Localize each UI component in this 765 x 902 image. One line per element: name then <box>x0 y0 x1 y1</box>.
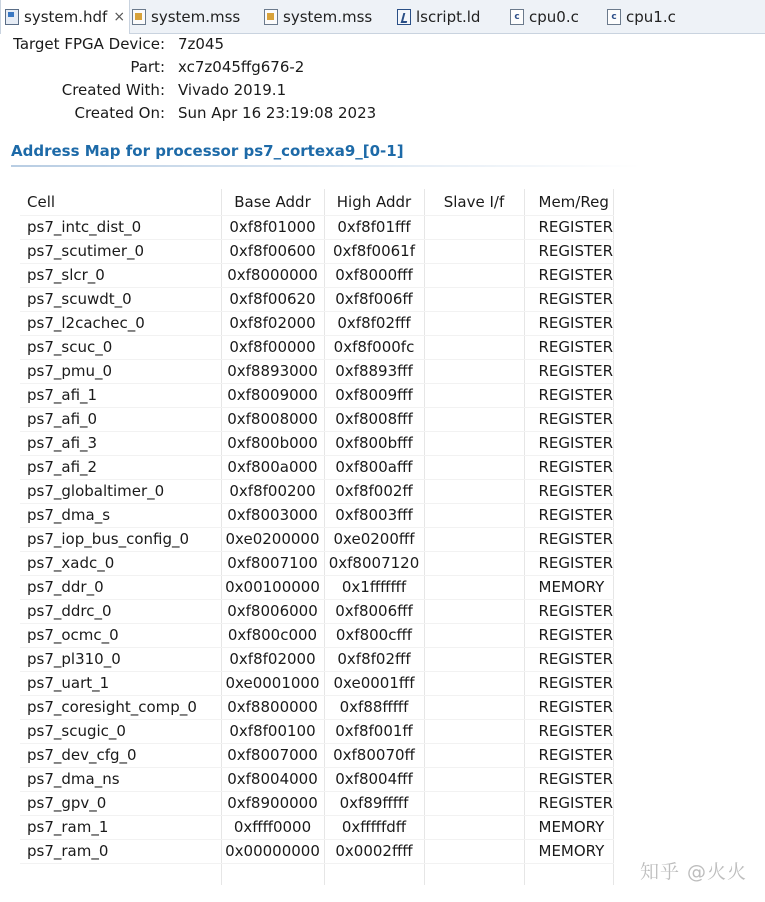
slave-if <box>424 695 524 719</box>
table-row <box>20 431 614 455</box>
column-header-base-addr: Base Addr <box>221 189 324 215</box>
table-row <box>20 407 614 431</box>
high-addr: 0xfffffdff <box>324 815 424 839</box>
column-header-slave-if: Slave I/f <box>424 189 524 215</box>
table-row <box>20 767 614 791</box>
slave-if <box>424 311 524 335</box>
info-row-created-on <box>0 102 400 125</box>
created-on-value: Sun Apr 16 23:19:08 2023 <box>178 104 377 122</box>
slave-if <box>424 791 524 815</box>
table-row <box>20 647 614 671</box>
table-row <box>20 335 614 359</box>
empty-cell <box>424 863 524 885</box>
high-addr: 0xf8008fff <box>324 407 424 431</box>
slave-if <box>424 599 524 623</box>
base-addr: 0xf800a000 <box>221 455 324 479</box>
mem-reg: REGISTER <box>524 767 614 791</box>
cell-name: ps7_ram_0 <box>20 839 221 863</box>
high-addr: 0xf8009fff <box>324 383 424 407</box>
info-row-target <box>0 33 400 56</box>
mem-reg: REGISTER <box>524 359 614 383</box>
slave-if <box>424 431 524 455</box>
base-addr: 0x00100000 <box>221 575 324 599</box>
table-row <box>20 311 614 335</box>
high-addr: 0xf8006fff <box>324 599 424 623</box>
c-file-icon: c <box>510 9 524 25</box>
slave-if <box>424 671 524 695</box>
cell-name: ps7_gpv_0 <box>20 791 221 815</box>
table-row <box>20 479 614 503</box>
empty-cell <box>324 863 424 885</box>
editor-tab-bar <box>0 0 765 34</box>
mem-reg: REGISTER <box>524 743 614 767</box>
base-addr: 0xf800b000 <box>221 431 324 455</box>
tab-system-mss-1[interactable] <box>132 0 240 33</box>
base-addr: 0xf8900000 <box>221 791 324 815</box>
slave-if <box>424 263 524 287</box>
watermark: 知乎 @火火 <box>639 861 747 883</box>
part-value: xc7z045ffg676-2 <box>178 58 305 76</box>
base-addr: 0xf8893000 <box>221 359 324 383</box>
cell-name: ps7_ddrc_0 <box>20 599 221 623</box>
cell-name: ps7_globaltimer_0 <box>20 479 221 503</box>
created-on-label: Created On: <box>74 104 165 122</box>
table-row <box>20 287 614 311</box>
base-addr: 0xf8008000 <box>221 407 324 431</box>
mem-reg: MEMORY <box>524 575 614 599</box>
cell-name: ps7_uart_1 <box>20 671 221 695</box>
table-row <box>20 575 614 599</box>
cell-name: ps7_l2cachec_0 <box>20 311 221 335</box>
mem-reg: REGISTER <box>524 527 614 551</box>
table-row <box>20 815 614 839</box>
high-addr: 0xf89fffff <box>324 791 424 815</box>
slave-if <box>424 215 524 239</box>
high-addr: 0xf8000fff <box>324 263 424 287</box>
empty-cell <box>221 863 324 885</box>
tab-label: system.mss <box>283 7 373 26</box>
base-addr: 0x00000000 <box>221 839 324 863</box>
base-addr: 0xf8800000 <box>221 695 324 719</box>
table-row <box>20 599 614 623</box>
cell-name: ps7_scuc_0 <box>20 335 221 359</box>
mem-reg: REGISTER <box>524 791 614 815</box>
mem-reg: REGISTER <box>524 287 614 311</box>
cell-name: ps7_scutimer_0 <box>20 239 221 263</box>
base-addr: 0xf800c000 <box>221 623 324 647</box>
base-addr: 0xf8f00600 <box>221 239 324 263</box>
base-addr: 0xf8f01000 <box>221 215 324 239</box>
mem-reg: MEMORY <box>524 839 614 863</box>
base-addr: 0xf8f00620 <box>221 287 324 311</box>
slave-if <box>424 839 524 863</box>
slave-if <box>424 335 524 359</box>
table-row <box>20 503 614 527</box>
tab-system-hdf[interactable] <box>0 0 130 34</box>
high-addr: 0xe0200fff <box>324 527 424 551</box>
table-row <box>20 791 614 815</box>
slave-if <box>424 719 524 743</box>
high-addr: 0xf8f002ff <box>324 479 424 503</box>
tab-system-mss-2[interactable] <box>264 0 372 33</box>
cell-name: ps7_afi_1 <box>20 383 221 407</box>
table-row <box>20 719 614 743</box>
slave-if <box>424 239 524 263</box>
slave-if <box>424 551 524 575</box>
base-addr: 0xffff0000 <box>221 815 324 839</box>
base-addr: 0xe0001000 <box>221 671 324 695</box>
cell-name: ps7_slcr_0 <box>20 263 221 287</box>
mem-reg: REGISTER <box>524 719 614 743</box>
mem-reg: REGISTER <box>524 479 614 503</box>
hdf-file-icon <box>5 9 19 25</box>
target-device-value: 7z045 <box>178 35 225 53</box>
cell-name: ps7_coresight_comp_0 <box>20 695 221 719</box>
mem-reg: REGISTER <box>524 647 614 671</box>
slave-if <box>424 479 524 503</box>
cell-name: ps7_ddr_0 <box>20 575 221 599</box>
mss-file-icon <box>132 9 146 25</box>
slave-if <box>424 767 524 791</box>
cell-name: ps7_iop_bus_config_0 <box>20 527 221 551</box>
slave-if <box>424 815 524 839</box>
base-addr: 0xf8007100 <box>221 551 324 575</box>
high-addr: 0xf80070ff <box>324 743 424 767</box>
base-addr: 0xf8f02000 <box>221 647 324 671</box>
mem-reg: REGISTER <box>524 503 614 527</box>
high-addr: 0xf8f01fff <box>324 215 424 239</box>
high-addr: 0xf800afff <box>324 455 424 479</box>
slave-if <box>424 503 524 527</box>
base-addr: 0xf8000000 <box>221 263 324 287</box>
tab-label: cpu1.c <box>626 7 676 26</box>
slave-if <box>424 527 524 551</box>
mem-reg: REGISTER <box>524 551 614 575</box>
table-row <box>20 239 614 263</box>
mss-file-icon <box>264 9 278 25</box>
created-with-label: Created With: <box>61 81 165 99</box>
mem-reg: REGISTER <box>524 407 614 431</box>
high-addr: 0xf8003fff <box>324 503 424 527</box>
mem-reg: REGISTER <box>524 431 614 455</box>
cell-name: ps7_pl310_0 <box>20 647 221 671</box>
table-row <box>20 671 614 695</box>
cell-name: ps7_dma_s <box>20 503 221 527</box>
target-device-label: Target FPGA Device: <box>13 35 165 53</box>
table-filler-row <box>20 863 614 885</box>
cell-name: ps7_scuwdt_0 <box>20 287 221 311</box>
cell-name: ps7_afi_0 <box>20 407 221 431</box>
empty-cell <box>20 863 221 885</box>
address-map-title: Address Map for processor ps7_cortexa9_[0-1] <box>11 142 404 160</box>
slave-if <box>424 287 524 311</box>
tab-cpu1-c[interactable] <box>607 0 676 33</box>
cell-name: ps7_intc_dist_0 <box>20 215 221 239</box>
table-row <box>20 263 614 287</box>
mem-reg: REGISTER <box>524 599 614 623</box>
mem-reg: REGISTER <box>524 455 614 479</box>
base-addr: 0xf8009000 <box>221 383 324 407</box>
cell-name: ps7_pmu_0 <box>20 359 221 383</box>
mem-reg: MEMORY <box>524 815 614 839</box>
mem-reg: REGISTER <box>524 311 614 335</box>
column-header-high-addr: High Addr <box>324 189 424 215</box>
slave-if <box>424 743 524 767</box>
table-row <box>20 383 614 407</box>
tab-label: system.mss <box>151 7 241 26</box>
mem-reg: REGISTER <box>524 383 614 407</box>
slave-if <box>424 455 524 479</box>
base-addr: 0xe0200000 <box>221 527 324 551</box>
slave-if <box>424 383 524 407</box>
close-icon[interactable]: × <box>113 9 126 25</box>
base-addr: 0xf8004000 <box>221 767 324 791</box>
table-row <box>20 839 614 863</box>
high-addr: 0xf800cfff <box>324 623 424 647</box>
mem-reg: REGISTER <box>524 623 614 647</box>
cell-name: ps7_dma_ns <box>20 767 221 791</box>
base-addr: 0xf8006000 <box>221 599 324 623</box>
info-row-part <box>0 56 400 79</box>
section-divider <box>11 165 641 167</box>
empty-cell <box>524 863 614 885</box>
address-map-table <box>20 189 614 885</box>
cell-name: ps7_xadc_0 <box>20 551 221 575</box>
cell-name: ps7_ram_1 <box>20 815 221 839</box>
tab-label: cpu0.c <box>529 7 579 26</box>
column-header-mem-reg: Mem/Reg <box>524 189 614 215</box>
tab-label: lscript.ld <box>416 7 481 26</box>
address-map-rows <box>20 215 614 885</box>
cell-name: ps7_dev_cfg_0 <box>20 743 221 767</box>
table-row <box>20 455 614 479</box>
table-row <box>20 623 614 647</box>
mem-reg: REGISTER <box>524 239 614 263</box>
base-addr: 0xf8003000 <box>221 503 324 527</box>
table-header-row <box>20 189 614 215</box>
table-row <box>20 527 614 551</box>
high-addr: 0xf8004fff <box>324 767 424 791</box>
c-file-icon: c <box>607 9 621 25</box>
mem-reg: REGISTER <box>524 671 614 695</box>
table-row <box>20 215 614 239</box>
slave-if <box>424 647 524 671</box>
high-addr: 0xf8f02fff <box>324 647 424 671</box>
base-addr: 0xf8f00200 <box>221 479 324 503</box>
slave-if <box>424 575 524 599</box>
tab-lscript-ld[interactable] <box>397 0 480 33</box>
table-row <box>20 359 614 383</box>
base-addr: 0xf8007000 <box>221 743 324 767</box>
high-addr: 0xe0001fff <box>324 671 424 695</box>
table-row <box>20 551 614 575</box>
base-addr: 0xf8f00000 <box>221 335 324 359</box>
cell-name: ps7_afi_2 <box>20 455 221 479</box>
high-addr: 0xf8007120 <box>324 551 424 575</box>
cell-name: ps7_afi_3 <box>20 431 221 455</box>
tab-cpu0-c[interactable] <box>510 0 579 33</box>
high-addr: 0x0002ffff <box>324 839 424 863</box>
cell-name: ps7_scugic_0 <box>20 719 221 743</box>
part-label: Part: <box>130 58 165 76</box>
high-addr: 0xf8f006ff <box>324 287 424 311</box>
high-addr: 0xf8893fff <box>324 359 424 383</box>
high-addr: 0x1fffffff <box>324 575 424 599</box>
mem-reg: REGISTER <box>524 335 614 359</box>
linker-script-icon <box>397 9 411 25</box>
high-addr: 0xf8f001ff <box>324 719 424 743</box>
cell-name: ps7_ocmc_0 <box>20 623 221 647</box>
table-row <box>20 743 614 767</box>
high-addr: 0xf8f000fc <box>324 335 424 359</box>
slave-if <box>424 359 524 383</box>
high-addr: 0xf88fffff <box>324 695 424 719</box>
high-addr: 0xf800bfff <box>324 431 424 455</box>
info-row-created-with <box>0 79 400 102</box>
column-header-cell: Cell <box>20 189 221 215</box>
high-addr: 0xf8f02fff <box>324 311 424 335</box>
high-addr: 0xf8f0061f <box>324 239 424 263</box>
slave-if <box>424 407 524 431</box>
tab-label: system.hdf <box>24 8 108 26</box>
mem-reg: REGISTER <box>524 215 614 239</box>
created-with-value: Vivado 2019.1 <box>178 81 287 99</box>
mem-reg: REGISTER <box>524 263 614 287</box>
base-addr: 0xf8f00100 <box>221 719 324 743</box>
table-row <box>20 695 614 719</box>
slave-if <box>424 623 524 647</box>
mem-reg: REGISTER <box>524 695 614 719</box>
base-addr: 0xf8f02000 <box>221 311 324 335</box>
